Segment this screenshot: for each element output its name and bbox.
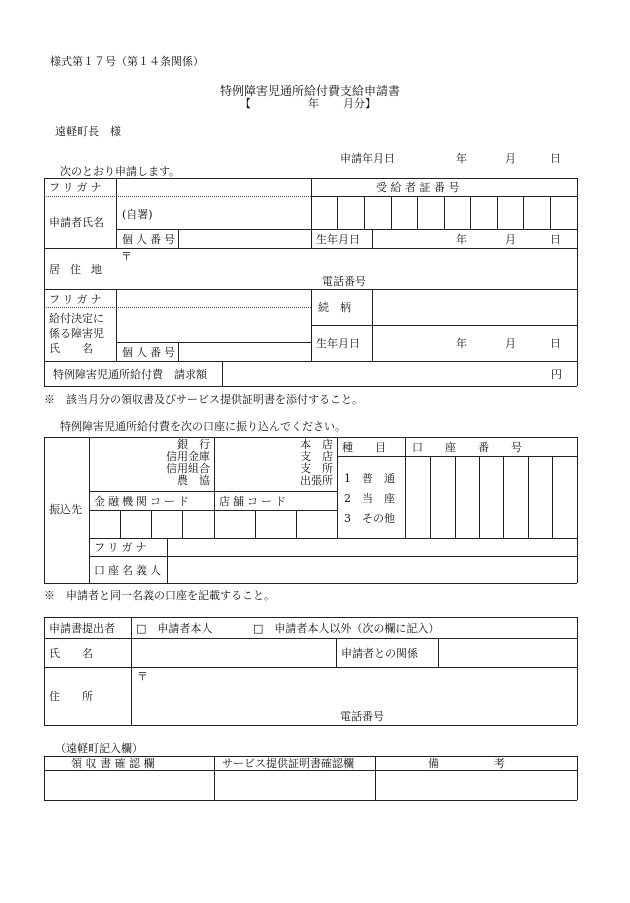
bank-furigana-label: フリガナ	[94, 541, 150, 554]
bank-type-nokyo: 農 協	[177, 474, 210, 487]
transfer-intro: 特例障害児通所給付費を次の口座に振り込んでください。	[60, 420, 346, 433]
date-year: 年	[456, 152, 467, 165]
bank-type-bank: 銀 行	[177, 438, 210, 451]
period-year: 年	[308, 97, 319, 110]
receipt-check-header: 領 収 書 確 認 欄	[71, 757, 155, 770]
signature-label: (自署)	[122, 208, 153, 221]
service-check-header: サービス提供証明書確認欄	[222, 757, 354, 770]
amount-unit: 円	[551, 368, 562, 381]
submitter-address-label: 住 所	[49, 690, 93, 703]
child-furigana-label: フリガナ	[49, 293, 105, 306]
account-number-header: 口 座 番 号	[412, 441, 522, 454]
account-type-current: 2 当 座	[344, 492, 395, 505]
birth-date-label: 生年月日	[316, 233, 360, 246]
child-personal-number-label: 個人番号	[122, 346, 178, 359]
applicant-furigana-label: フリガナ	[49, 181, 105, 194]
submitter-phone-label: 電話番号	[340, 710, 384, 723]
date-label: 申請年月日	[340, 152, 395, 165]
date-month: 月	[505, 152, 516, 165]
submitter-option-other[interactable]: □ 申請者本人以外（次の欄に記入）	[253, 622, 440, 635]
child-label-3: 氏 名	[49, 342, 93, 355]
bank-type-kumiai: 信用組合	[166, 462, 210, 475]
form-title: 特例障害児通所給付費支給申請書	[220, 84, 401, 98]
period-open: 【	[240, 97, 251, 110]
applicant-name-label: 申請者氏名	[49, 216, 104, 229]
account-type-other: 3 その他	[344, 512, 395, 525]
branch-type-shuchojo: 出張所	[300, 474, 333, 487]
account-type-ordinary: 1 普 通	[344, 472, 395, 485]
bank-code-label: 金融機関コード	[94, 495, 192, 508]
relation-label: 続 柄	[318, 301, 351, 314]
account-type-header: 種 目	[342, 441, 386, 454]
birth-month: 月	[505, 233, 516, 246]
recipient-cert-number-label: 受 給 者 証 番 号	[376, 181, 460, 194]
child-birth-month: 月	[505, 337, 516, 350]
bank-type-shinkin: 信用金庫	[166, 450, 210, 463]
remarks-header: 備 考	[428, 757, 505, 770]
receipt-note: ※ 該当月分の領収書及びサービス提供証明書を添付すること。	[44, 393, 363, 406]
child-birth-date-label: 生年月日	[316, 337, 360, 350]
child-label-2: 係る障害児	[49, 327, 104, 340]
personal-number-label: 個人番号	[122, 233, 178, 246]
birth-day: 日	[550, 233, 561, 246]
child-label-1: 給付決定に	[49, 312, 104, 325]
branch-type-shisho: 支 所	[300, 462, 333, 475]
branch-type-shiten: 支 店	[300, 450, 333, 463]
submitter-relation-label: 申請者との関係	[341, 647, 418, 660]
amount-label: 特例障害児通所給付費 請求額	[53, 368, 207, 381]
child-birth-year: 年	[456, 337, 467, 350]
phone-label: 電話番号	[322, 275, 366, 288]
period-month: 月分】	[343, 97, 376, 110]
birth-year: 年	[456, 233, 467, 246]
form-number: 様式第１７号（第１４条関係）	[50, 55, 204, 68]
same-name-note: ※ 申請者と同一名義の口座を記載すること。	[44, 589, 275, 602]
branch-code-label: 店舗コード	[219, 495, 289, 508]
submitter-postal-mark: 〒	[137, 670, 148, 683]
address-label: 居住地	[49, 263, 112, 276]
submitter-name-label: 氏 名	[49, 647, 93, 660]
transfer-destination-label: 振込先	[49, 503, 82, 516]
date-day: 日	[550, 152, 561, 165]
branch-type-honten: 本 店	[300, 438, 333, 451]
intro-text: 次のとおり申請します。	[60, 165, 181, 178]
account-holder-label: 口座名義人	[94, 564, 164, 577]
postal-mark: 〒	[121, 250, 132, 263]
submitter-label: 申請書提出者	[49, 622, 115, 635]
submitter-option-self[interactable]: □ 申請者本人	[136, 622, 213, 635]
office-use-label: （遠軽町記入欄）	[55, 742, 143, 755]
addressee: 遠軽町長 様	[55, 125, 121, 138]
child-birth-day: 日	[550, 337, 561, 350]
